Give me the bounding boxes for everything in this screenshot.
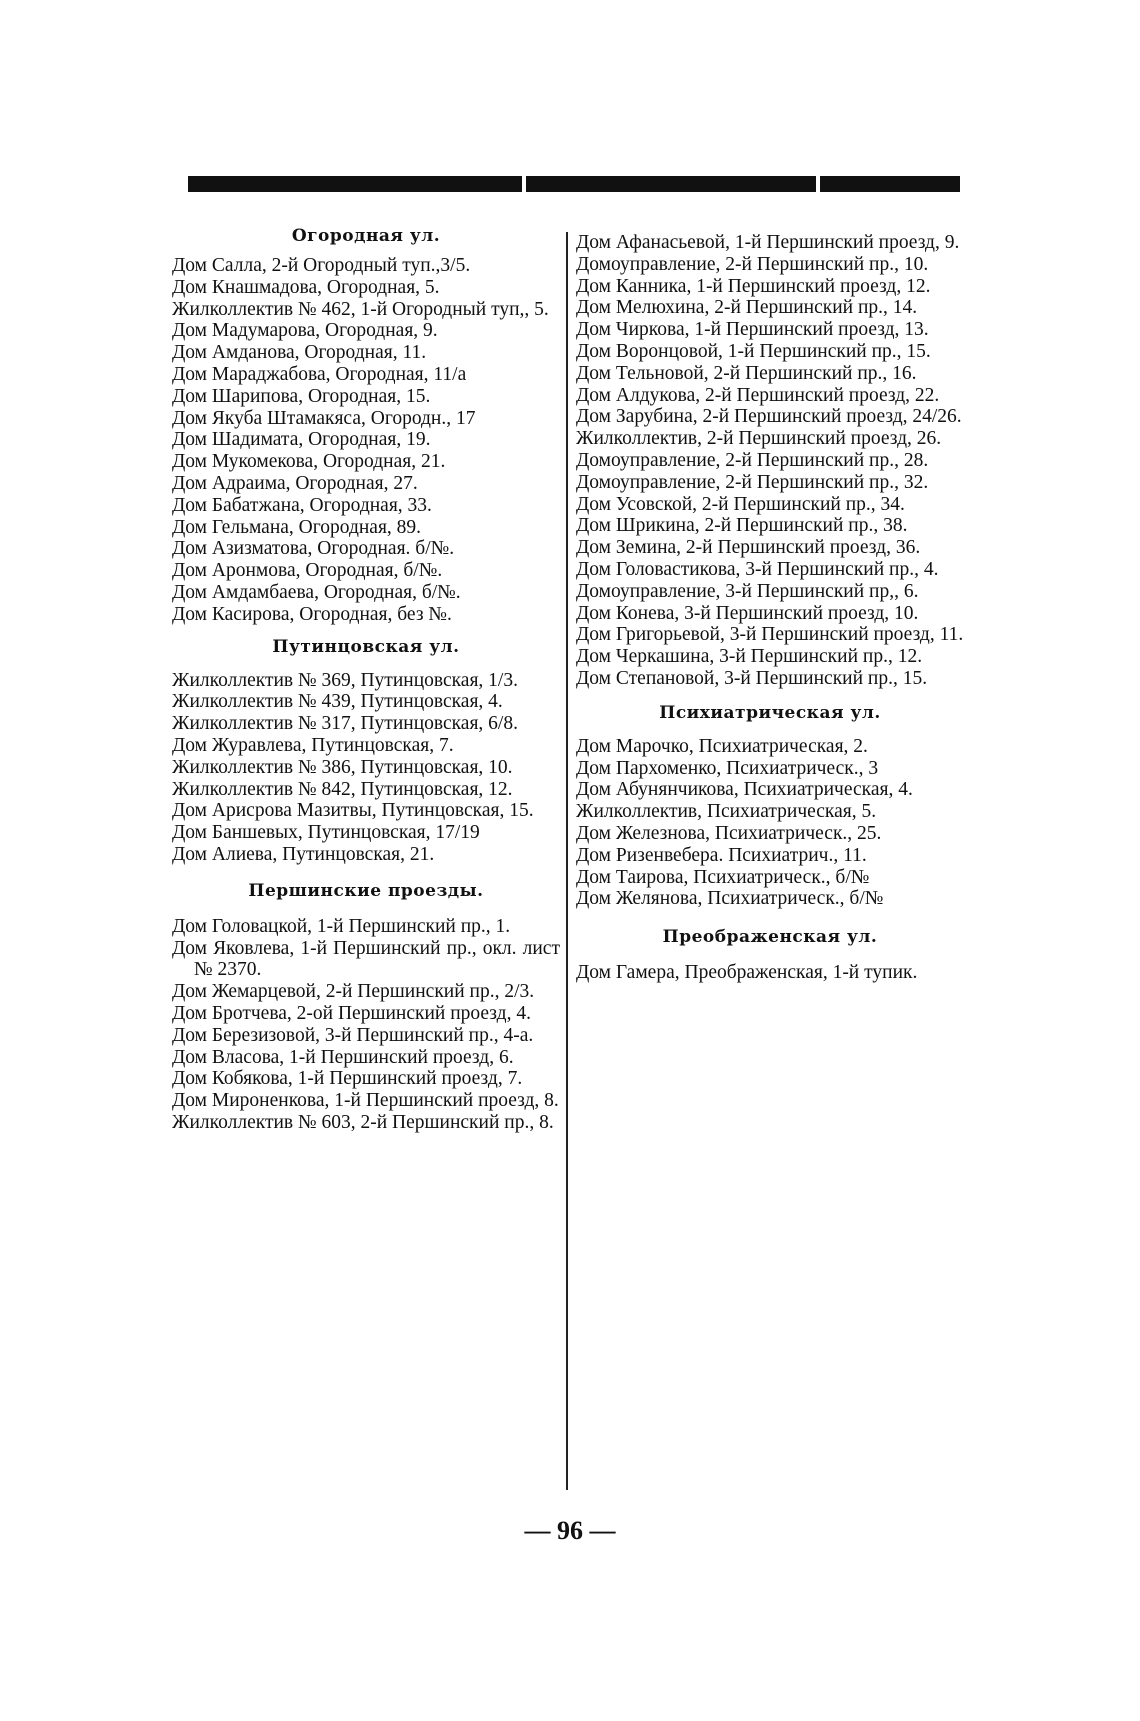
page-number: — 96 — [524, 1516, 616, 1545]
address-entry: Дом Степановой, 3-й Першинский пр., 15. [576, 667, 928, 689]
entries-ogorodnaya [172, 255, 560, 626]
address-entry: Дом Тельновой, 2-й Першинский пр., 16. [576, 362, 917, 384]
top-rule [188, 176, 960, 192]
address-entry: Жилколлектив № 842, Путинцовская, 12. [172, 778, 513, 800]
address-entry: Жилколлектив № 603, 2-й Першинский пр., 8. [172, 1111, 554, 1133]
address-entry: Дом Журавлева, Путинцовская, 7. [172, 734, 454, 756]
address-entry: Дом Усовской, 2-й Першинский пр., 34. [576, 493, 905, 515]
address-entry: Дом Жемарцевой, 2-й Першинский пр., 2/3. [172, 981, 535, 1003]
entries-preobrazhenskaya [576, 962, 964, 984]
left-column [172, 225, 560, 1134]
entries-pershinskie-continued [576, 232, 964, 690]
address-entry: Дом Яковлева, 1-й Першинский пр., окл. лист № 2370. [172, 937, 560, 981]
address-entry: Дом Аронмова, Огородная, б/№. [172, 560, 443, 582]
right-column [576, 232, 964, 984]
address-entry: Жилколлектив, Психиатрическая, 5. [576, 801, 877, 823]
address-entry: Дом Шрикина, 2-й Першинский пр., 38. [576, 515, 908, 537]
address-entry: Дом Шадимата, Огородная, 19. [172, 429, 431, 451]
address-entry: Дом Земина, 2-й Першинский проезд, 36. [576, 537, 921, 559]
section-heading-pershinskie: Першинские проезды. [248, 880, 484, 901]
address-entry: Дом Желянова, Психиатрическ., б/№ [576, 888, 884, 910]
address-entry: Домоуправление, 3-й Першинский пр,, 6. [576, 580, 919, 602]
entries-psikhiatricheskaya [576, 736, 964, 910]
address-entry: Дом Бротчева, 2-ой Першинский проезд, 4. [172, 1002, 531, 1024]
address-entry: Дом Григорьевой, 3-й Першинский проезд, 11. [576, 624, 964, 646]
address-entry: Жилколлектив № 386, Путинцовская, 10. [172, 756, 513, 778]
address-entry: Дом Кнашмадова, Огородная, 5. [172, 276, 440, 298]
address-entry: Дом Мадумарова, Огородная, 9. [172, 320, 438, 342]
address-entry: Дом Арисрова Мазитвы, Путинцовская, 15. [172, 800, 534, 822]
section-heading-psikhiatricheskaya: Психиатрическая ул. [659, 702, 881, 723]
address-entry: Дом Алдукова, 2-й Першинский проезд, 22. [576, 384, 940, 406]
address-entry: Дом Железнова, Психиатрическ., 25. [576, 822, 882, 844]
address-entry: Дом Кобякова, 1-й Першинский проезд, 7. [172, 1068, 523, 1090]
address-entry: Дом Якуба Штамакяса, Огородн., 17 [172, 407, 476, 429]
address-entry: Дом Черкашина, 3-й Першинский пр., 12. [576, 646, 923, 668]
address-entry: Домоуправление, 2-й Першинский пр., 10. [576, 253, 929, 275]
address-entry: Дом Власова, 1-й Першинский проезд, 6. [172, 1046, 514, 1068]
entries-putintsovskaya [172, 670, 560, 866]
address-entry: Дом Адраима, Огородная, 27. [172, 472, 418, 494]
address-entry: Дом Конева, 3-й Першинский проезд, 10. [576, 602, 919, 624]
address-entry: Дом Марочко, Психиатрическая, 2. [576, 735, 868, 757]
address-entry: Жилколлектив № 462, 1-й Огородный туп,, 5. [172, 298, 549, 320]
address-entry: Дом Гамера, Преображенская, 1-й тупик. [576, 962, 918, 984]
address-entry: Дом Пархоменко, Психиатрическ., 3 [576, 757, 879, 779]
section-heading-preobrazhenskaya: Преображенская ул. [662, 927, 878, 948]
address-entry: Дом Азизматова, Огородная. б/№. [172, 538, 455, 560]
address-entry: Дом Гельмана, Огородная, 89. [172, 516, 422, 538]
section-heading-ogorodnaya: Огородная ул. [291, 226, 441, 246]
address-entry: Жилколлектив № 369, Путинцовская, 1/3. [172, 669, 518, 691]
address-entry: Дом Чиркова, 1-й Першинский проезд, 13. [576, 319, 929, 341]
address-entry: Дом Афанасьевой, 1-й Першинский проезд, 9. [576, 232, 960, 253]
address-entry: Дом Головастикова, 3-й Першинский пр., 4. [576, 558, 939, 580]
address-entry: Дом Амданова, Огородная, 11. [172, 342, 427, 364]
address-entry: Дом Таирова, Психиатрическ., б/№ [576, 866, 870, 888]
address-entry: Дом Шарипова, Огородная, 15. [172, 385, 431, 407]
entries-pershinskie [172, 916, 560, 1134]
address-entry: Дом Мироненкова, 1-й Першинский проезд, 8. [172, 1090, 559, 1112]
address-entry: Дом Абунянчикова, Психиатрическая, 4. [576, 779, 913, 801]
address-entry: Жилколлектив, 2-й Першинский проезд, 26. [576, 428, 942, 450]
address-entry: Дом Воронцовой, 1-й Першинский пр., 15. [576, 340, 931, 362]
address-entry: Дом Алиева, Путинцовская, 21. [172, 843, 435, 865]
address-entry: Дом Касирова, Огородная, без №. [172, 603, 452, 625]
address-entry: Дом Мукомекова, Огородная, 21. [172, 451, 446, 473]
address-entry: Дом Зарубина, 2-й Першинский проезд, 24/26. [576, 406, 962, 428]
address-entry: Дом Канника, 1-й Першинский проезд, 12. [576, 275, 931, 297]
address-entry: Жилколлектив № 439, Путинцовская, 4. [172, 691, 503, 713]
address-entry: Дом Мараджабова, Огородная, 11/а [172, 363, 467, 385]
address-entry: Дом Головацкой, 1-й Першинский пр., 1. [172, 915, 511, 937]
address-entry: Жилколлектив № 317, Путинцовская, 6/8. [172, 713, 518, 735]
address-entry: Дом Баншевых, Путинцовская, 17/19 [172, 822, 480, 844]
section-heading-putintsovskaya: Путинцовская ул. [272, 636, 460, 657]
address-entry: Дом Амдамбаева, Огородная, б/№. [172, 581, 461, 603]
address-entry: Домоуправление, 2-й Першинский пр., 32. [576, 471, 929, 493]
address-entry: Дом Ризенвебера. Психиатрич., 11. [576, 844, 867, 866]
column-divider [566, 232, 568, 1490]
address-entry: Дом Бабатжана, Огородная, 33. [172, 494, 432, 516]
address-entry: Домоуправление, 2-й Першинский пр., 28. [576, 449, 929, 471]
address-entry: Дом Березизовой, 3-й Першинский пр., 4-а. [172, 1024, 534, 1046]
address-entry: Дом Салла, 2-й Огородный туп.,3/5. [172, 255, 471, 276]
address-entry: Дом Мелюхина, 2-й Першинский пр., 14. [576, 297, 918, 319]
